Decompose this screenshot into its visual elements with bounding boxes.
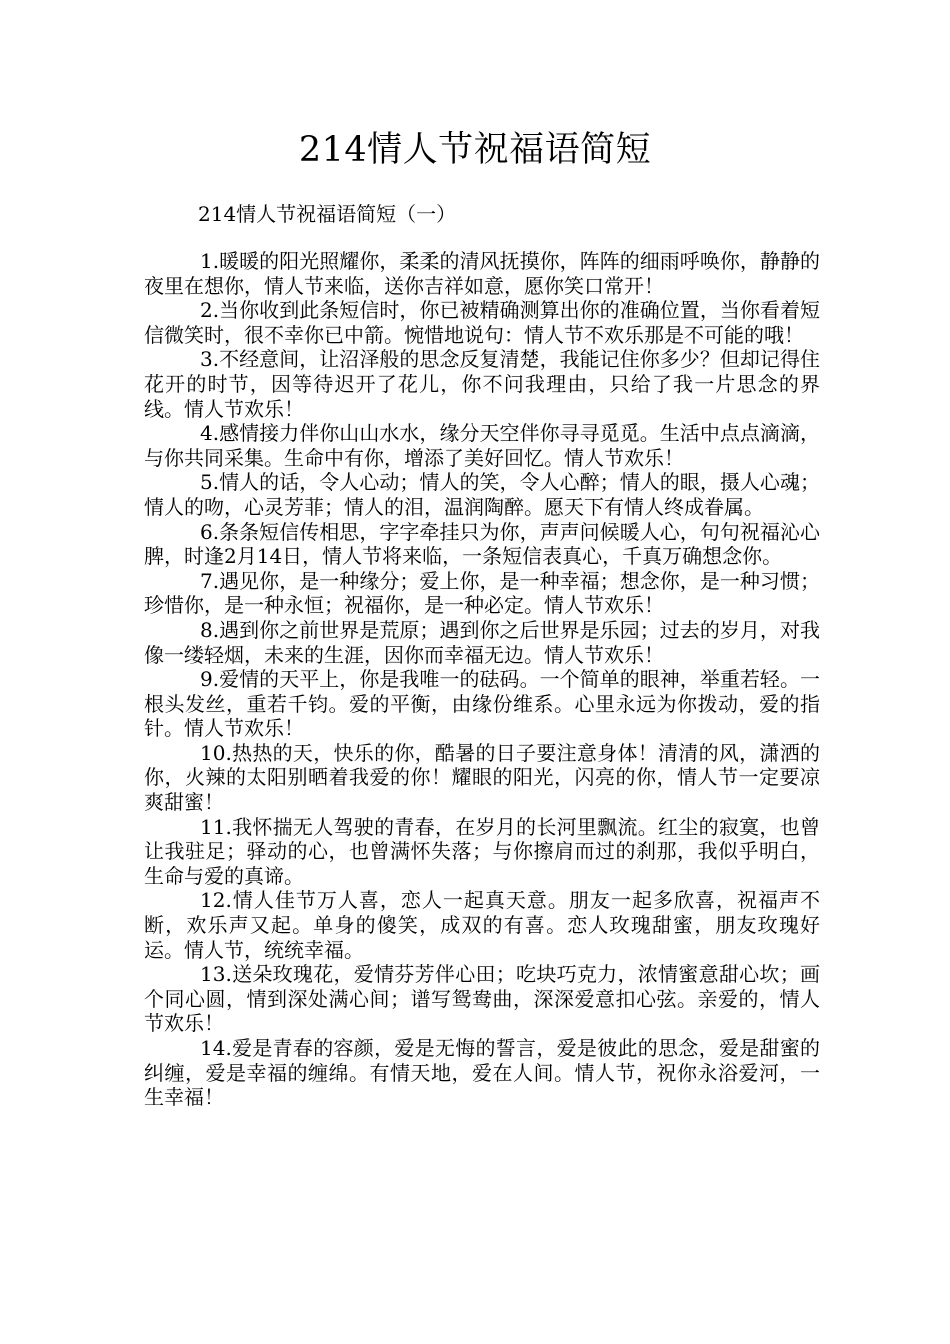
paragraph-2: 2.当你收到此条短信时，你已被精确测算出你的准确位置，当你看着短信微笑时，很不幸你已中箭。惋惜地说句：情人节不欢乐那是不可能的哦！ <box>144 298 820 347</box>
paragraph-9: 9.爱情的天平上，你是我唯一的砝码。一个简单的眼神，举重若轻。一根头发丝，重若千钧。爱的平衡，由缘份维系。心里永远为你拨动，爱的指针。情人节欢乐！ <box>144 667 820 741</box>
paragraph-4: 4.感情接力伴你山山水水，缘分天空伴你寻寻觅觅。生活中点点滴滴，与你共同采集。生命中有你，增添了美好回忆。情人节欢乐！ <box>144 421 820 470</box>
paragraph-8: 8.遇到你之前世界是荒原；遇到你之后世界是乐园；过去的岁月，对我像一缕轻烟，未来的生涯，因你而幸福无边。情人节欢乐！ <box>144 617 820 667</box>
paragraph-14: 14.爱是青春的容颜，爱是无悔的誓言，爱是彼此的思念，爱是甜蜜的纠缠，爱是幸福的缠绵。有情天地，爱在人间。情人节，祝你永浴爱河，一生幸福！ <box>144 1036 820 1110</box>
paragraph-13: 13.送朵玫瑰花，爱情芬芳伴心田；吃块巧克力，浓情蜜意甜心坎；画个同心圆，情到深处满心间；谱写鸳鸯曲，深深爱意扣心弦。亲爱的，情人节欢乐！ <box>144 962 820 1036</box>
document-title: 214情人节祝福语简短 <box>298 130 652 170</box>
paragraph-10: 10.热热的天，快乐的你，酷暑的日子要注意身体！清清的风，潇洒的你，火辣的太阳别晒着我爱的你！耀眼的阳光，闪亮的你，情人节一定要凉爽甜蜜！ <box>144 740 820 815</box>
paragraph-1: 1.暖暖的阳光照耀你，柔柔的清风抚摸你，阵阵的细雨呼唤你，静静的夜里在想你，情人节来临，送你吉祥如意，愿你笑口常开！ <box>144 249 820 298</box>
section-heading: 214情人节祝福语简短（一） <box>198 202 457 226</box>
paragraph-3: 3.不经意间，让沼泽般的思念反复清楚，我能记住你多少？但却记得住花开的时节，因等待迟开了花儿，你不问我理由，只给了我一片思念的界线。情人节欢乐！ <box>144 347 820 421</box>
paragraph-6: 6.条条短信传相思，字字牵挂只为你，声声问候暖人心，句句祝福沁心脾，时逢2月14日，情人节将来临，一条短信表真心，千真万确想念你。 <box>144 519 820 569</box>
paragraph-12: 12.情人佳节万人喜，恋人一起真天意。朋友一起多欣喜，祝福声不断，欢乐声又起。单身的傻笑，成双的有喜。恋人玫瑰甜蜜，朋友玫瑰好运。情人节，统统幸福。 <box>144 888 820 962</box>
paragraph-11: 11.我怀揣无人驾驶的青春，在岁月的长河里飘流。红尘的寂寞，也曾让我驻足；驿动的心，也曾满怀失落；与你擦肩而过的刹那，我似乎明白，生命与爱的真谛。 <box>144 814 820 888</box>
paragraph-7: 7.遇见你，是一种缘分；爱上你，是一种幸福；想念你，是一种习惯；珍惜你，是一种永恒；祝福你，是一种必定。情人节欢乐！ <box>144 568 820 618</box>
document-body <box>144 249 820 1110</box>
paragraph-5: 5.情人的话，令人心动；情人的笑，令人心醉；情人的眼，摄人心魂；情人的吻，心灵芳菲；情人的泪，温润陶醉。愿天下有情人终成眷属。 <box>144 470 820 519</box>
